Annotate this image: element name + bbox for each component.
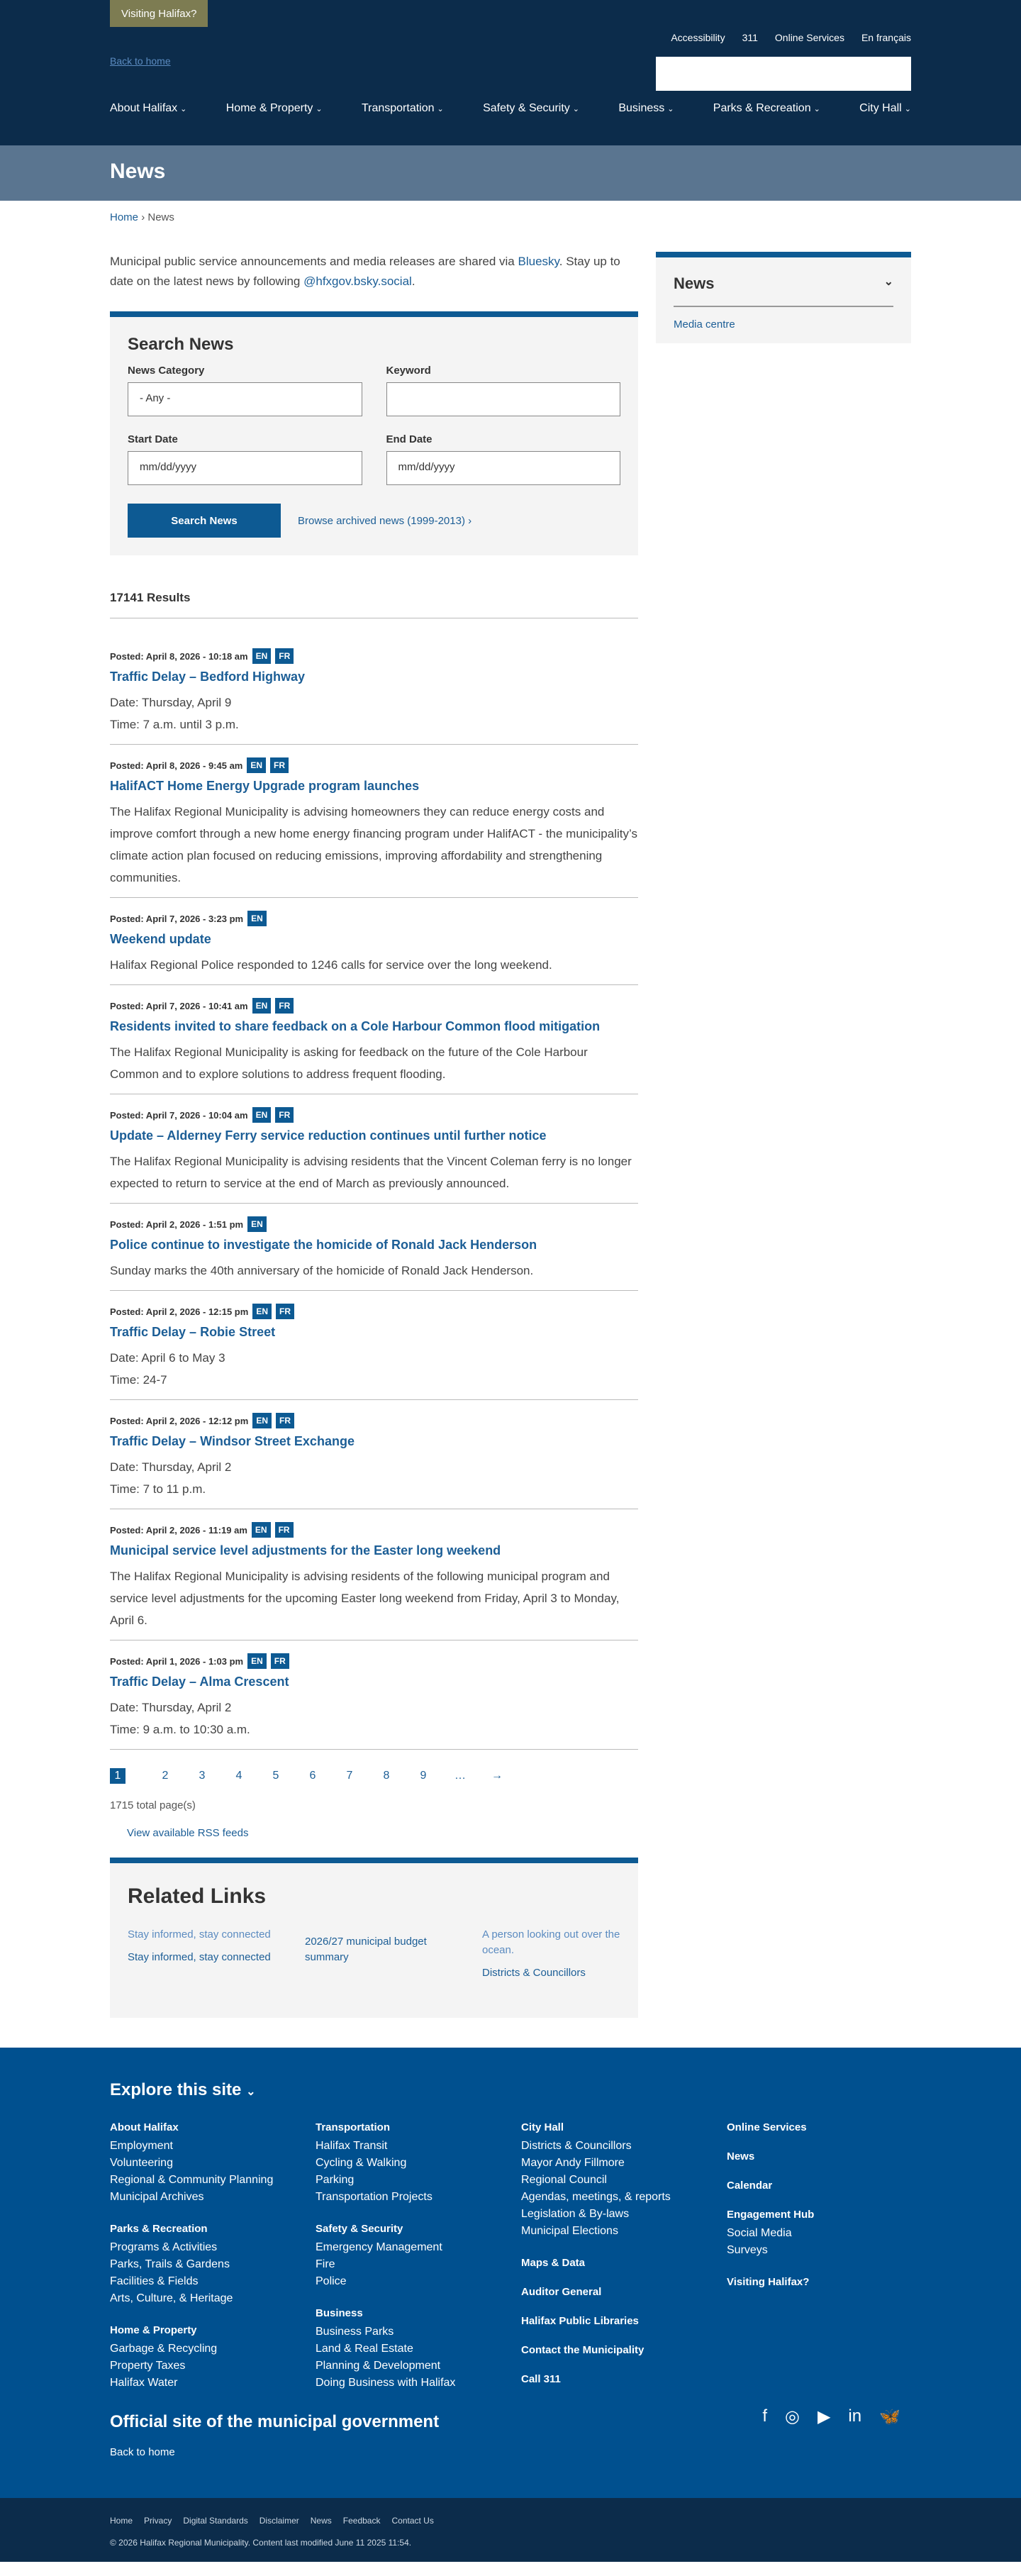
news-item [110,1204,638,1291]
footer-bottom [0,2498,1021,2562]
page-link[interactable]: 2 [162,1770,169,1782]
footer-heading-link[interactable]: Call 311 [521,2373,561,2385]
chevron-down-icon: ⌄ [883,276,893,288]
breadcrumb-current: News [147,211,174,223]
footer-group [521,2344,727,2356]
news-item [110,1640,638,1750]
page-link[interactable]: 1 [110,1768,125,1784]
youtube-icon[interactable]: ▶ [817,2407,831,2426]
news-title-link[interactable]: Police continue to investigate the homicide of Ronald Jack Henderson [110,1238,537,1252]
footer-link[interactable]: Police [316,2275,347,2287]
related-image: A person looking out over the ocean. [482,1928,620,1956]
footer-heading-link[interactable]: Home & Property [110,2324,197,2336]
footer-link[interactable]: Districts & Councillors [521,2140,632,2152]
footer-link[interactable]: Parking [316,2174,355,2186]
start-date-input[interactable]: mm/dd/yyyy [128,451,362,485]
news-title-link[interactable]: Traffic Delay – Robie Street [110,1325,276,1339]
footer-link[interactable]: Agendas, meetings, & reports [521,2191,671,2203]
end-date-label: End Date [386,433,433,445]
page-link[interactable]: 6 [309,1770,316,1782]
nav-transportation[interactable]: Transportation ⌄ [361,102,444,114]
bottom-link[interactable]: Disclaimer [259,2516,299,2526]
footer-heading-link[interactable]: Transportation [316,2121,391,2133]
language-badge[interactable]: FR [275,998,294,1014]
footer-group [727,2209,932,2259]
posted-date: Posted: April 2, 2026 - 1:51 pm [110,1218,244,1230]
language-badge[interactable]: FR [271,1653,289,1669]
language-badge[interactable]: EN [252,1107,272,1123]
french-link[interactable]: En français [861,32,911,43]
posted-meta [110,1107,638,1123]
footer-heading-link[interactable]: News [727,2150,755,2163]
news-summary: Date: Thursday, April 9 [110,696,232,709]
sidebar [656,252,911,2018]
news-list [110,618,638,1750]
news-item [110,985,638,1094]
posted-meta [110,1304,638,1319]
news-summary: The Halifax Regional Municipality is advising residents of the following municipal program and service level adjustments for the upcoming Easter long weekend from Friday, April 3 to Monday, April 6. [110,1570,620,1627]
posted-meta [110,648,638,664]
chevron-down-icon: ⌄ [667,105,674,113]
language-badge[interactable]: EN [252,1522,271,1538]
footer-group [316,2307,521,2392]
chevron-down-icon: ⌄ [904,105,911,113]
news-summary: The Halifax Regional Municipality is advising residents that the Vincent Coleman ferry is no longer expected to return to service at the end of March as previously announced. [110,1155,632,1190]
footer-group [727,2276,932,2288]
page-link[interactable]: 4 [235,1770,242,1782]
accessibility-link[interactable]: Accessibility [671,32,725,43]
posted-date: Posted: April 1, 2026 - 1:03 pm [110,1655,244,1667]
bottom-link[interactable]: Home [110,2516,133,2526]
news-title-link[interactable]: Traffic Delay – Bedford Highway [110,670,306,684]
footer-link[interactable]: Parks, Trails & Gardens [110,2258,230,2270]
news-title-link[interactable]: HalifACT Home Energy Upgrade program launches [110,779,420,793]
footer-group [727,2180,932,2192]
official-site-text: Official site of the municipal government [110,2412,440,2431]
posted-meta [110,1522,638,1538]
news-item [110,745,638,898]
footer-link[interactable]: Halifax Water [110,2377,178,2389]
footer-group [521,2315,727,2327]
chevron-down-icon: ⌄ [246,2086,256,2098]
sidebar-news-toggle[interactable]: News ⌄ [674,274,893,307]
page-link[interactable]: 7 [346,1770,353,1782]
pagination [110,1768,638,1784]
related-link[interactable]: 2026/27 municipal budget summary [305,1936,427,1963]
posted-meta [110,911,638,926]
language-badge[interactable]: EN [252,1413,272,1428]
page-link[interactable]: … [454,1770,466,1782]
language-badge[interactable]: EN [252,648,272,664]
nav-city-hall[interactable]: City Hall ⌄ [859,102,911,114]
posted-meta [110,1216,638,1232]
news-summary: Date: Thursday, April 2 [110,1701,232,1714]
footer-heading-link[interactable]: Safety & Security [316,2223,403,2235]
chevron-down-icon: ⌄ [572,105,579,113]
footer-group [727,2121,932,2133]
bottom-link[interactable]: Contact Us [391,2516,434,2526]
posted-meta [110,757,638,773]
rss-link[interactable]: View available RSS feeds [127,1827,249,1839]
related-links [110,1858,638,2018]
footer-link[interactable]: Emergency Management [316,2241,442,2253]
footer-link[interactable]: Planning & Development [316,2360,441,2372]
footer-group [110,2223,316,2307]
news-summary: Time: 7 to 11 p.m. [110,1482,206,1496]
keyword-input[interactable] [386,382,621,416]
footer-link[interactable]: Land & Real Estate [316,2343,413,2355]
footer-group [521,2286,727,2298]
news-item [110,898,638,985]
breadcrumb [110,211,1021,223]
posted-date: Posted: April 2, 2026 - 12:12 pm [110,1415,249,1426]
results-count: 17141 Results [110,577,638,618]
311-link[interactable]: 311 [742,32,758,43]
news-summary: Time: 24-7 [110,1373,167,1387]
instagram-icon[interactable]: ◎ [785,2407,800,2426]
footer-link[interactable]: Regional & Community Planning [110,2174,274,2186]
chevron-down-icon: ⌄ [180,105,187,113]
end-date-input[interactable]: mm/dd/yyyy [386,451,621,485]
news-title-link[interactable]: Weekend update [110,932,211,946]
next-page-arrow-icon[interactable]: → [491,1770,503,1782]
news-title-link[interactable]: Municipal service level adjustments for the Easter long weekend [110,1543,501,1558]
posted-meta [110,1413,638,1428]
news-summary: Halifax Regional Police responded to 1246 calls for service over the long weekend. [110,958,552,972]
search-news-button[interactable]: Search News [128,504,281,538]
page-title: News [110,160,166,183]
news-summary: Time: 7 a.m. until 3 p.m. [110,718,239,731]
bluesky-link[interactable]: Bluesky [518,255,559,268]
nav-about[interactable]: About Halifax ⌄ [110,102,187,114]
breadcrumb-home[interactable]: Home [110,211,139,223]
footer-heading-link[interactable]: About Halifax [110,2121,179,2133]
news-item [110,618,638,745]
bluesky-handle-link[interactable]: @hfxgov.bsky.social [303,274,412,288]
bottom-link[interactable]: Feedback [342,2516,381,2526]
total-pages: 1715 total page(s) [110,1799,196,1811]
chevron-down-icon: ⌄ [437,105,444,113]
language-badge[interactable]: FR [275,1522,294,1538]
footer-heading-link[interactable]: Engagement Hub [727,2209,815,2221]
footer-link[interactable]: Fire [316,2258,335,2270]
search-title: Search News [128,335,234,354]
footer-heading-link[interactable]: Visiting Halifax? [727,2276,810,2288]
chevron-right-icon: › [141,211,148,223]
bottom-link[interactable]: Privacy [144,2516,172,2526]
related-link[interactable]: A person looking out over the ocean. Districts & Councillors [482,1927,638,1981]
footer-link[interactable]: Employment [110,2140,173,2152]
footer-link[interactable]: Garbage & Recycling [110,2343,218,2355]
posted-date: Posted: April 8, 2026 - 10:18 am [110,650,248,662]
news-item [110,1400,638,1509]
footer-group [110,2324,316,2392]
linkedin-icon[interactable]: in [848,2406,862,2426]
footer-link[interactable]: Facilities & Fields [110,2275,199,2287]
utility-nav [671,32,911,43]
language-badge[interactable]: FR [270,757,289,773]
footer-link[interactable]: Municipal Elections [521,2225,618,2237]
news-title-link[interactable]: Traffic Delay – Windsor Street Exchange [110,1434,355,1448]
language-badge[interactable]: EN [247,1653,267,1669]
media-centre-link[interactable]: Media centre [674,318,735,331]
language-badge[interactable]: EN [247,911,267,926]
footer-link[interactable]: Regional Council [521,2174,607,2186]
footer-link[interactable]: Property Taxes [110,2360,186,2372]
language-badge[interactable]: FR [275,648,294,664]
footer-link[interactable]: Mayor Andy Fillmore [521,2157,625,2169]
posted-meta [110,998,638,1014]
main-nav [110,102,911,115]
nav-home-property[interactable]: Home & Property ⌄ [225,102,323,114]
footer-link[interactable]: Social Media [727,2227,792,2239]
page-link[interactable]: 5 [272,1770,279,1782]
social-links [762,2406,900,2427]
main-content [110,252,638,2018]
site-footer [0,2048,1021,2498]
page-link[interactable]: 8 [383,1770,390,1782]
news-summary: The Halifax Regional Municipality is advising homeowners they can reduce energy costs and improve comfort through a new home energy financing program under HalifACT - the municipality’s climate action plan focused on reducing emissions, improving affordability and strengthening communities. [110,805,637,884]
news-summary: The Halifax Regional Municipality is asking for feedback on the future of the Cole Harbour Common and to explore solutions to address frequent flooding. [110,1045,588,1081]
footer-column [110,2121,316,2409]
footer-link[interactable]: Transportation Projects [316,2191,433,2203]
keyword-label: Keyword [386,365,431,377]
footer-link[interactable]: Cycling & Walking [316,2157,407,2169]
footer-link[interactable]: Halifax Transit [316,2140,388,2152]
footer-link[interactable]: Business Parks [316,2326,394,2338]
category-label: News Category [128,365,205,377]
language-badge[interactable]: EN [252,998,272,1014]
footer-group [521,2257,727,2269]
related-image: Stay informed, stay connected [128,1928,271,1941]
footer-heading-link[interactable]: Business [316,2307,363,2319]
chevron-down-icon: ⌄ [316,105,323,113]
news-summary: Date: April 6 to May 3 [110,1351,225,1365]
news-title-link[interactable]: Residents invited to share feedback on a Cole Harbour Common flood mitigation [110,1019,601,1033]
language-badge[interactable]: EN [247,757,266,773]
nav-parks[interactable]: Parks & Recreation ⌄ [713,102,820,114]
posted-date: Posted: April 7, 2026 - 3:23 pm [110,913,244,924]
news-item [110,1291,638,1400]
language-badge[interactable]: FR [275,1107,294,1123]
posted-date: Posted: April 7, 2026 - 10:41 am [110,1000,248,1011]
posted-date: Posted: April 8, 2026 - 9:45 am [110,760,243,771]
footer-link[interactable]: Legislation & By-laws [521,2208,630,2220]
footer-heading-link[interactable]: Maps & Data [521,2257,586,2269]
footer-column [521,2121,727,2409]
bluesky-icon[interactable]: 🦋 [879,2407,900,2426]
category-select[interactable]: - Any - [128,382,362,416]
start-date-label: Start Date [128,433,178,445]
language-badge[interactable]: EN [247,1216,267,1232]
related-link[interactable]: Stay informed, stay connected Stay informed, stay connected [128,1927,284,1981]
page-banner [0,145,1021,201]
footer-link[interactable]: Doing Business with Halifax [316,2377,456,2389]
chevron-right-icon: › [468,514,472,527]
news-item [110,1094,638,1204]
bottom-link[interactable]: Digital Standards [183,2516,248,2526]
news-summary: Sunday marks the 40th anniversary of the homicide of Ronald Jack Henderson. [110,1264,534,1277]
online-services-link[interactable]: Online Services [774,32,844,43]
footer-link[interactable]: Municipal Archives [110,2191,204,2203]
bottom-link[interactable]: News [310,2516,332,2526]
language-badge[interactable]: FR [276,1304,294,1319]
footer-logo[interactable]: Back to home [110,2446,175,2458]
footer-heading-link[interactable]: Halifax Public Libraries [521,2315,639,2327]
archive-link[interactable]: Browse archived news (1999-2013) › [298,514,472,527]
news-title-link[interactable]: Traffic Delay – Alma Crescent [110,1675,289,1689]
footer-heading-link[interactable]: Auditor General [521,2286,602,2298]
posted-meta [110,1653,638,1669]
footer-group [521,2373,727,2385]
footer-heading-link[interactable]: Calendar [727,2180,773,2192]
home-logo[interactable]: Back to home [110,55,171,67]
posted-date: Posted: April 7, 2026 - 10:04 am [110,1109,248,1121]
footer-heading-link[interactable]: Online Services [727,2121,807,2133]
footer-group [316,2121,521,2206]
site-search-input[interactable] [656,57,911,91]
copyright: © 2026 Halifax Regional Municipality. Content last modified June 11 2025 11:54. [110,2538,412,2548]
page-link[interactable]: 3 [199,1770,206,1782]
news-summary: Date: Thursday, April 2 [110,1460,232,1474]
footer-group [110,2121,316,2206]
footer-link[interactable]: Volunteering [110,2157,173,2169]
visiting-halifax-button[interactable]: Visiting Halifax? [110,0,208,27]
footer-heading-link[interactable]: Contact the Municipality [521,2344,645,2356]
site-header [0,0,1021,145]
footer-group [727,2150,932,2163]
footer-link[interactable]: Arts, Culture, & Heritage [110,2292,233,2304]
footer-link[interactable]: Programs & Activities [110,2241,218,2253]
nav-safety[interactable]: Safety & Security ⌄ [483,102,579,114]
news-item [110,1509,638,1640]
news-title-link[interactable]: Update – Alderney Ferry service reduction continues until further notice [110,1128,547,1143]
footer-group [521,2121,727,2240]
footer-column [316,2121,521,2409]
search-news-form [110,311,638,555]
nav-business[interactable]: Business ⌄ [618,102,674,114]
posted-date: Posted: April 2, 2026 - 12:15 pm [110,1306,249,1317]
footer-heading-link[interactable]: Parks & Recreation [110,2223,208,2235]
footer-link[interactable]: Surveys [727,2244,768,2256]
language-badge[interactable]: FR [276,1413,294,1428]
footer-group [316,2223,521,2290]
chevron-down-icon: ⌄ [813,105,820,113]
page-link[interactable]: 9 [420,1770,427,1782]
footer-column [727,2121,932,2409]
footer-heading-link[interactable]: City Hall [521,2121,564,2133]
intro-text: Municipal public service announcements and media releases are shared via Bluesky. Stay up to date on the latest news by following @hfxgov.bsky.social. [110,255,620,288]
related-title: Related Links [128,1884,267,1908]
facebook-icon[interactable]: f [762,2406,767,2426]
language-badge[interactable]: EN [252,1304,272,1319]
news-summary: Time: 9 a.m. to 10:30 a.m. [110,1723,250,1736]
explore-toggle[interactable]: Explore this site ⌄ [110,2080,256,2099]
posted-date: Posted: April 2, 2026 - 11:19 am [110,1524,247,1536]
